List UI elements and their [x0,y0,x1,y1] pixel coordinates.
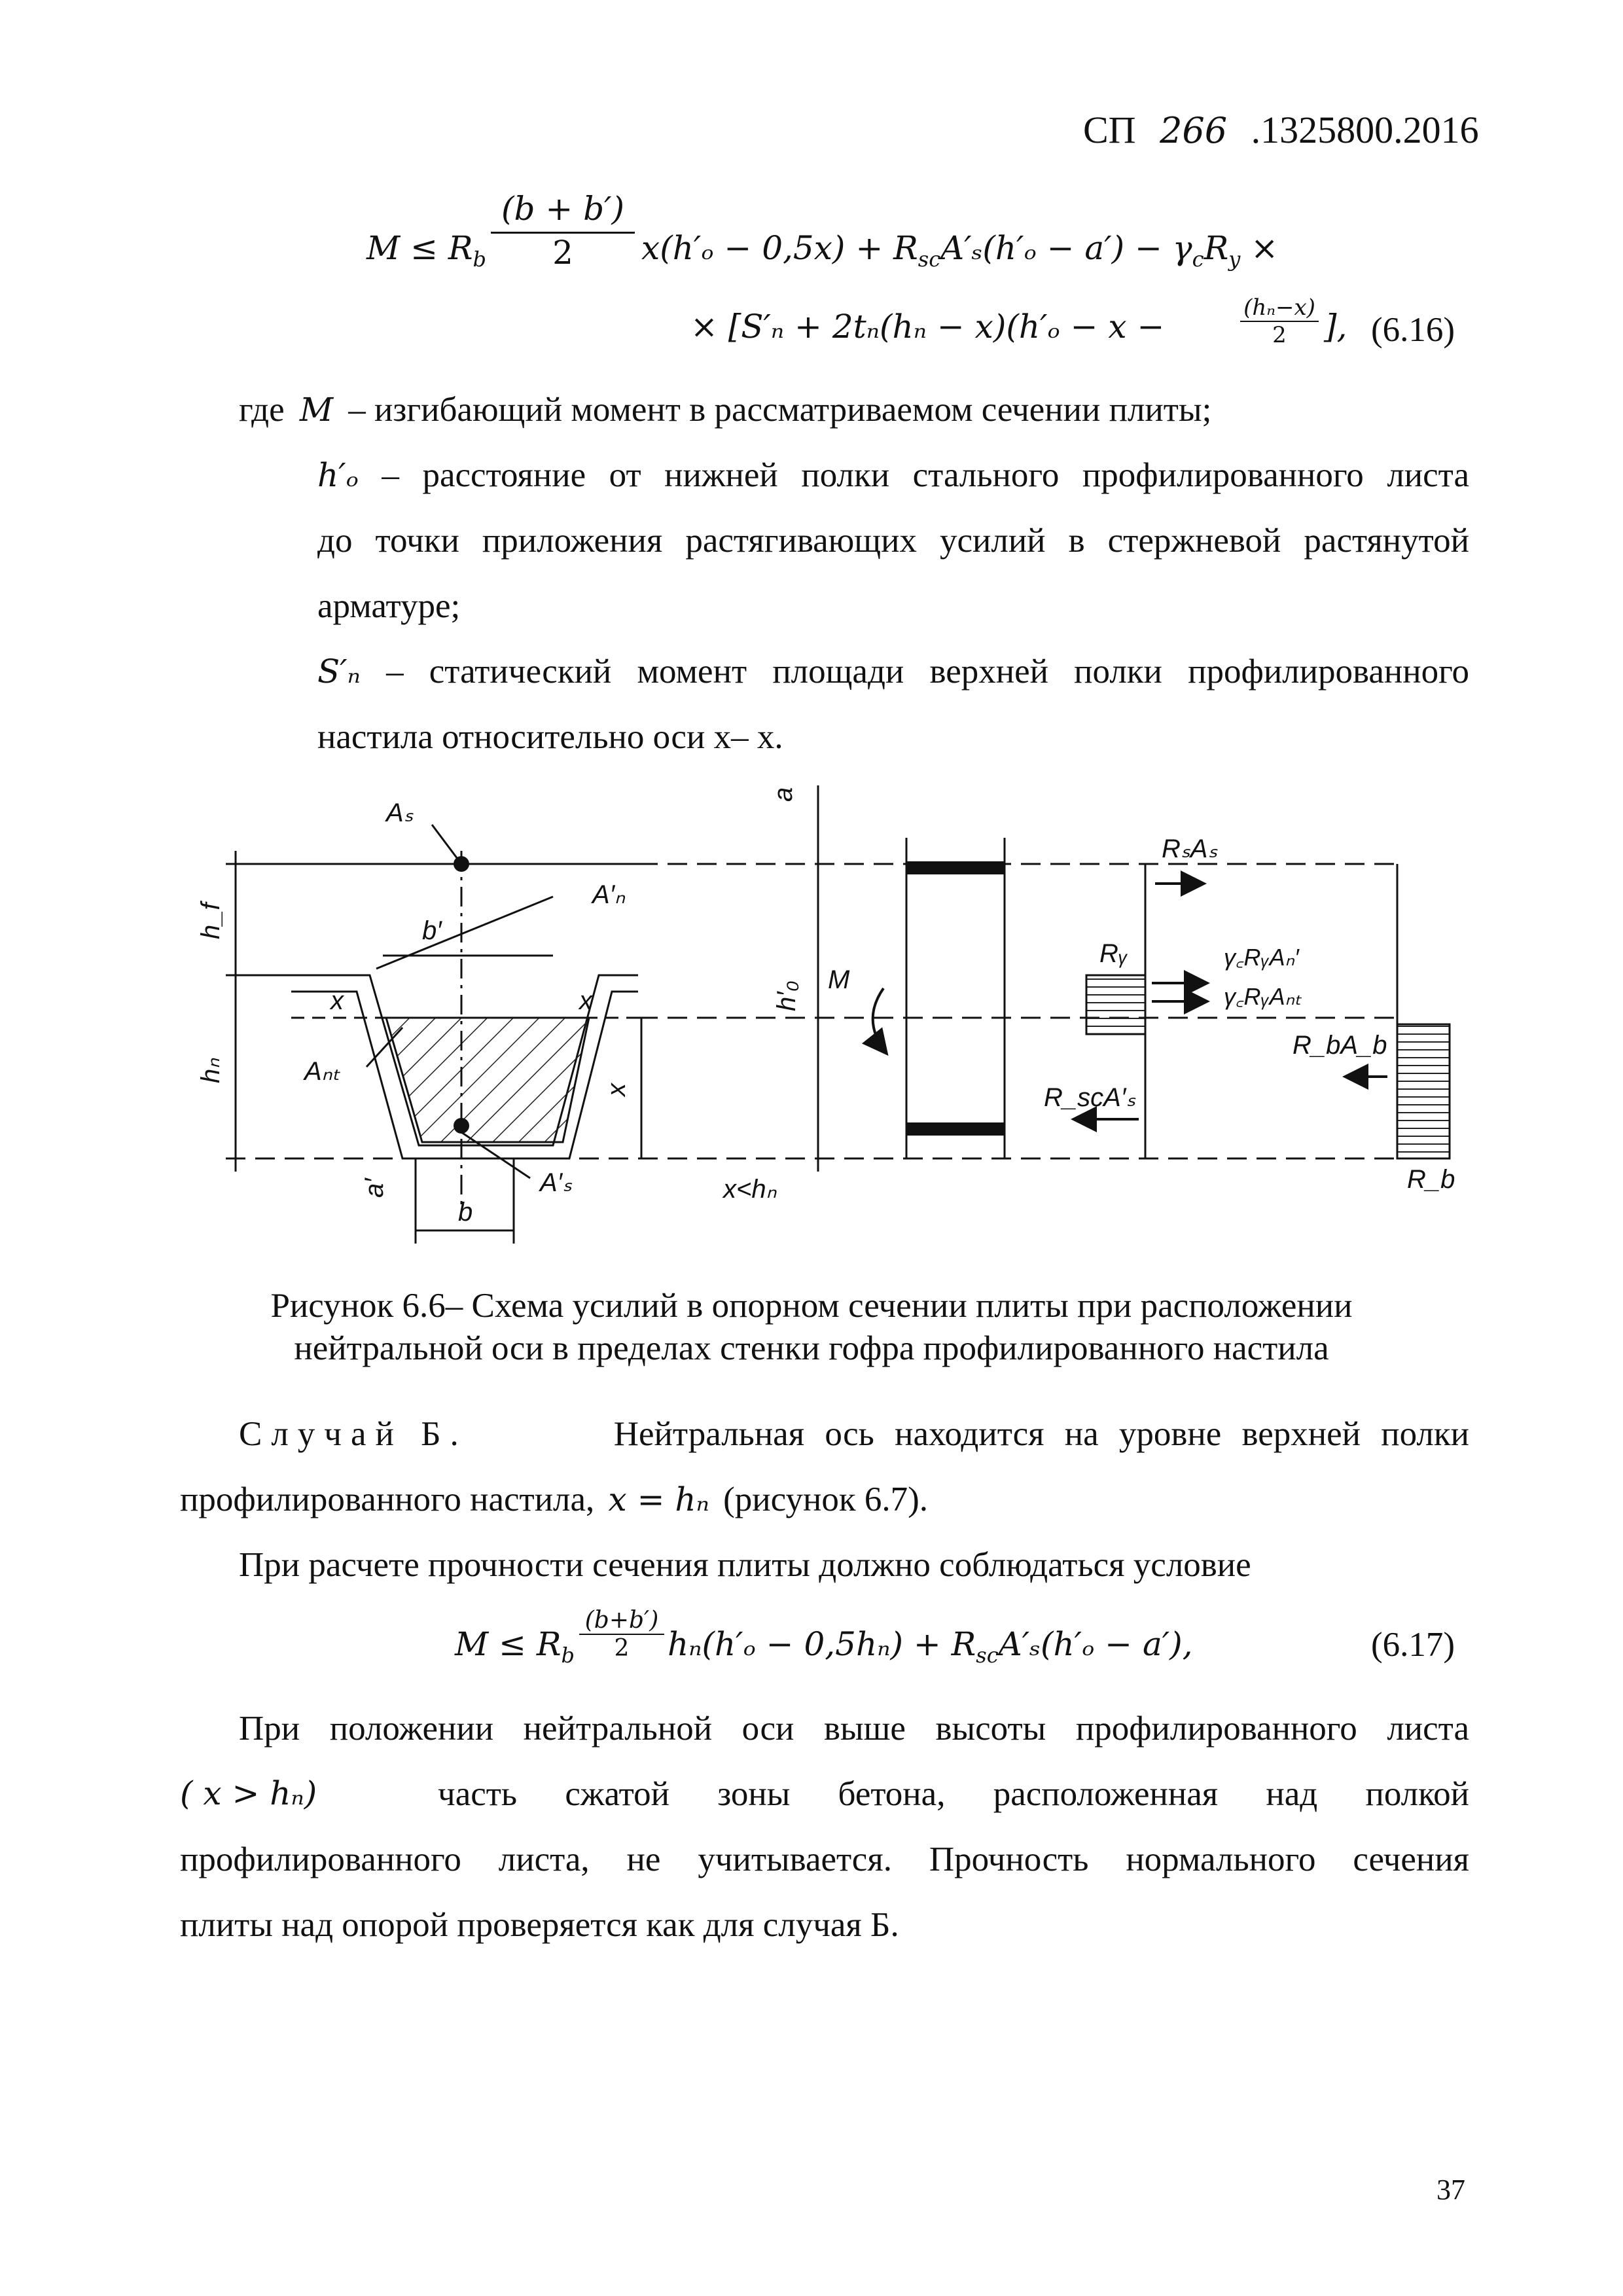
formula-fraction: (b + b′) 2 [491,190,635,272]
label-Rb: R_b [1407,1165,1455,1194]
label-RscAs: R_scA′ₛ [1044,1083,1136,1112]
definition-h-line1: h′ₒ – расстояние от нижней полки стального профилированного листа [317,456,1469,494]
force-diagram [0,779,1623,1289]
formula-line2-start: × [S′ₙ + 2tₙ(hₙ − x)(h′ₒ − x − [690,308,1165,346]
definition-h-line2: до точки приложения растягивающих усилий в стержневой растянутой [317,522,1469,560]
stress-band-bottom [906,1122,1005,1136]
label-An-prime: A′ₙ [592,880,626,909]
case-b-line2: профилированного настила, x = hₙ (рисунок 6.7). [180,1480,929,1518]
formula-line2-fraction: (hₙ−x) 2 [1240,295,1319,348]
document-header [1083,108,1479,152]
label-hn: hₙ [196,1058,225,1083]
header-prefix: СП [1083,109,1136,151]
leader-An [376,897,553,969]
rebar-As [454,856,469,872]
formula-line2-end: ], [1324,308,1347,346]
case-b-line1 [239,1417,1469,1452]
case-b-condition: При расчете прочности сечения плиты должно соблюдаться условие [239,1546,1251,1584]
label-RbAb: R_bA_b [1293,1031,1387,1060]
Rb-stress-block [1397,1024,1450,1158]
header-suffix: .1325800.2016 [1251,109,1479,151]
definition-h-line3: арматуре; [317,587,461,625]
stress-band-top [906,861,1005,874]
final-paragraph-line3: профилированного листа, не учитывается. Прочность нормального сечения [180,1840,1469,1878]
case-b-line1-rest: Нейтральная ось находится на уровне верхней полки [613,1415,1469,1453]
label-As: Aₛ [386,798,414,827]
final-paragraph-line2: ( x > hₙ) часть сжатой зоны бетона, расположенная над полкой [180,1774,1469,1813]
formula-6-16-number: (6.16) [1371,311,1455,349]
formula-6-17-number: (6.17) [1371,1626,1455,1664]
label-RsAs: RₛAₛ [1162,834,1218,863]
rebar-As-prime [454,1118,469,1134]
label-Ant: Aₙₜ [304,1057,340,1086]
label-gcRyAn: γ꜀RᵧAₙ′ [1224,944,1299,971]
case-b-title: Случай Б. [239,1415,468,1453]
label-As-prime: A′ₛ [540,1168,573,1197]
label-hf: h_f [196,903,225,939]
label-h0-prime: h′₀ [772,980,801,1011]
Ry-stress-block [1086,975,1145,1034]
label-x-lt-hn: x<hₙ [723,1175,777,1204]
final-paragraph-line4: плиты над опорой проверяется как для случая Б. [180,1906,899,1944]
label-Ry: Rᵧ [1099,939,1128,968]
figure-caption-line1: Рисунок 6.6– Схема усилий в опорном сечении плиты при расположении [270,1287,1353,1325]
definition-M: где M – изгибающий момент в рассматриваемом сечении плиты; [239,391,1212,429]
definition-S-line1: S′ₙ – статический момент площади верхней полки профилированного [317,653,1469,691]
page-number: 37 [1436,2174,1465,2206]
label-x-left: x [330,986,344,1015]
label-x-right: x [579,986,592,1015]
final-paragraph-line1: При положении нейтральной оси выше высоты профилированного листа [239,1710,1469,1748]
label-b-prime: b′ [422,916,442,945]
formula-rest: $x(h'_o - 0,5x) + R_{sc}A'_s(h'_o - a') - \gamma_cR_y$ × [641,229,1279,272]
label-a-prime: a′ [360,1178,389,1198]
moment-arrow [873,988,887,1054]
handwritten-number: 266 [1160,110,1228,151]
label-x-dim: x [602,1083,631,1096]
label-a: a [769,787,798,802]
label-b: b [458,1198,473,1227]
label-M: M [828,965,850,994]
formula-lhs: $M \le R_b$ [366,229,487,272]
label-gcRyAnt: γ꜀RᵧAₙₜ [1224,983,1302,1010]
compression-zone-hatch [386,1018,589,1142]
figure-caption-line2: нейтральной оси в пределах стенки гофра профилированного настила [294,1329,1329,1367]
definition-S-line2: настила относительно оси x– x. [317,718,783,756]
